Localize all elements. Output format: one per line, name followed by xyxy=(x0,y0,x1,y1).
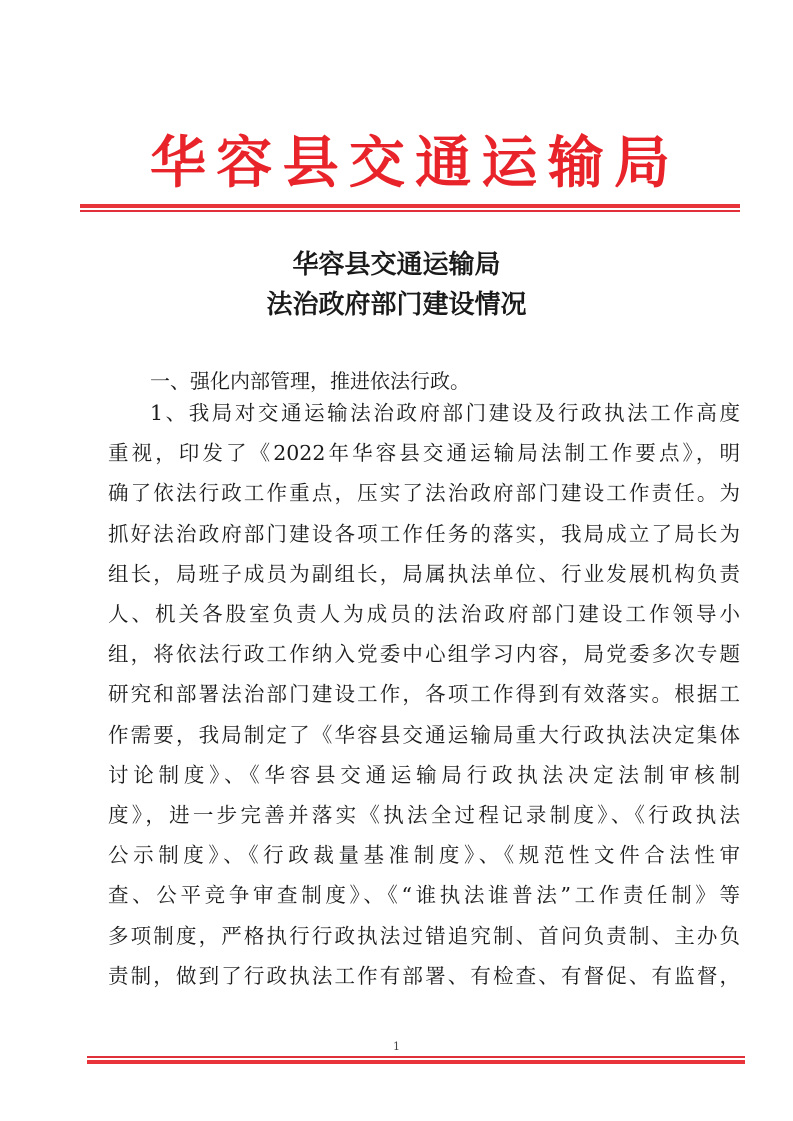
body-line: 确了依法行政工作重点，压实了法治政府部门建设工作责任。为 xyxy=(108,481,740,506)
body-line: 讨论制度》、《华容县交通运输局行政执法决定法制审核制 xyxy=(108,762,740,787)
footer-rule-thick xyxy=(87,1060,745,1064)
document-title-line1: 华容县交通运输局 xyxy=(292,250,501,280)
header-rule-thick xyxy=(80,204,740,208)
footer-rule-thin xyxy=(87,1056,745,1058)
body-line: 组，将依法行政工作纳入党委中心组学习内容，局党委多次专题 xyxy=(108,642,740,667)
body-line: 人、机关各股室负责人为成员的法治政府部门建设工作领导小 xyxy=(108,602,740,626)
body-line: 作需要，我局制定了《华容县交通运输局重大行政执法决定集体 xyxy=(108,722,740,747)
masthead-title: 华容县交通运输局 xyxy=(150,130,670,196)
body-line: 查、公平竞争审查制度》、《“谁执法谁普法”工作责任制》等 xyxy=(108,883,740,908)
body-line: 组长，局班子成员为副组长，局属执法单位、行业发展机构负责 xyxy=(108,561,740,586)
body-line: 多项制度，严格执行行政执法过错追究制、首问负责制、主办负 xyxy=(108,923,740,948)
section-heading: 一、强化内部管理，推进依法行政。 xyxy=(150,369,470,393)
document-title-line2: 法治政府部门建设情况 xyxy=(266,290,527,320)
body-line: 1、我局对交通运输法治政府部门建设及行政执法工作高度 xyxy=(150,401,740,425)
body-line: 公示制度》、《行政裁量基准制度》、《规范性文件合法性审 xyxy=(108,843,740,868)
header-rule-thin xyxy=(80,210,740,212)
body-line: 研究和部署法治部门建设工作，各项工作得到有效落实。根据工 xyxy=(108,682,740,707)
body-line: 重视，印发了《2022年华容县交通运输局法制工作要点》，明 xyxy=(108,441,740,466)
body-line: 责制，做到了行政执法工作有部署、有检查、有督促、有监督， xyxy=(108,963,740,988)
page-number: 1 xyxy=(393,1040,400,1053)
body-line: 度》，进一步完善并落实《执法全过程记录制度》、《行政执法 xyxy=(108,803,740,827)
body-line: 抓好法治政府部门建设各项工作任务的落实，我局成立了局长为 xyxy=(108,521,740,546)
